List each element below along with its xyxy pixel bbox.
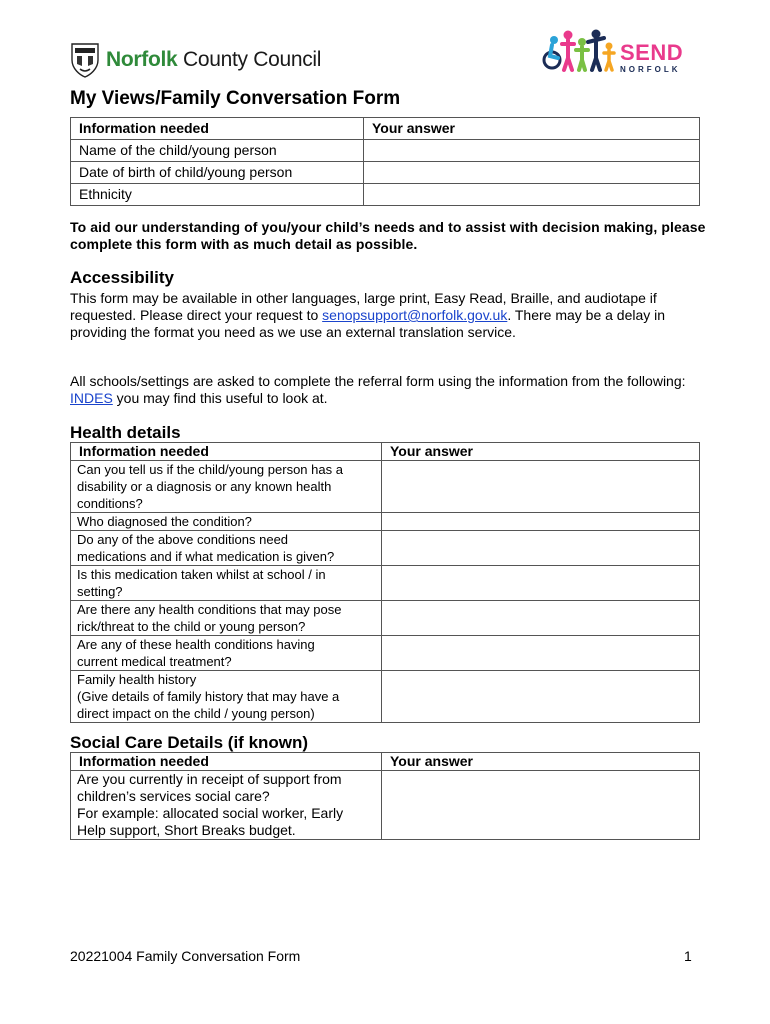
answer-cell[interactable] — [382, 461, 700, 513]
council-logo-word-county-council: County Council — [182, 48, 322, 71]
question-line: Do any of the above conditions need — [77, 532, 289, 547]
column-header-information: Information needed — [71, 118, 364, 140]
social-care-table — [70, 752, 700, 840]
indes-link[interactable]: INDES — [70, 390, 113, 406]
answer-cell[interactable] — [382, 671, 700, 723]
column-header-answer: Your answer — [364, 118, 700, 140]
council-crest-icon — [70, 42, 100, 78]
question-line: Family health history — [77, 672, 197, 687]
table-row — [71, 162, 700, 184]
column-header-answer: Your answer — [382, 443, 700, 461]
email-link[interactable]: senopsupport@norfolk.gov.uk — [322, 307, 508, 323]
child-details-table — [70, 117, 700, 206]
table-row — [71, 636, 700, 671]
health-question-medication-at-school — [71, 566, 382, 601]
social-question-support — [71, 771, 382, 840]
question-line: Is this medication taken whilst at school / in — [77, 567, 326, 582]
row-label-dob: Date of birth of child/young person — [71, 162, 364, 184]
table-row — [71, 601, 700, 636]
health-question-medications — [71, 531, 382, 566]
footer-document-name: 20221004 Family Conversation Form — [70, 948, 301, 964]
table-row — [71, 531, 700, 566]
question-line: current medical treatment? — [77, 654, 232, 669]
health-question-who-diagnosed — [71, 513, 382, 531]
question-line: Are you currently in receipt of support from — [77, 771, 342, 787]
answer-cell-ethnicity[interactable] — [364, 184, 700, 206]
answer-cell[interactable] — [382, 531, 700, 566]
table-row — [71, 461, 700, 513]
question-line: disability or a diagnosis or any known health — [77, 479, 332, 494]
row-label-ethnicity: Ethnicity — [71, 184, 364, 206]
question-line: direct impact on the child / young person) — [77, 706, 315, 721]
question-line: (Give details of family history that may have a — [77, 689, 340, 704]
table-row — [71, 771, 700, 840]
health-question-current-treatment — [71, 636, 382, 671]
table-row — [71, 184, 700, 206]
table-header-row — [71, 118, 700, 140]
table-row — [71, 566, 700, 601]
page-title: My Views/Family Conversation Form — [70, 88, 401, 109]
column-header-answer: Your answer — [382, 753, 700, 771]
health-question-family-history — [71, 671, 382, 723]
health-question-diagnosis — [71, 461, 382, 513]
health-details-heading: Health details — [70, 423, 181, 442]
accessibility-heading: Accessibility — [70, 268, 174, 287]
family-figures-icon — [538, 28, 616, 74]
answer-cell[interactable] — [382, 513, 700, 531]
answer-cell[interactable] — [382, 566, 700, 601]
social-care-heading: Social Care Details (if known) — [70, 733, 309, 752]
question-line: Are any of these health conditions having — [77, 637, 315, 652]
answer-cell-name[interactable] — [364, 140, 700, 162]
accessibility-text-2b: you may find this useful to look at. — [112, 390, 328, 406]
question-line: Who diagnosed the condition? — [77, 514, 252, 529]
norfolk-county-council-logo — [70, 42, 321, 78]
table-row — [71, 513, 700, 531]
accessibility-paragraph-2 — [70, 373, 710, 407]
table-row — [71, 671, 700, 723]
question-line: medications and if what medication is given? — [77, 549, 335, 564]
send-norfolk-logo — [538, 28, 683, 74]
table-header-row — [71, 753, 700, 771]
accessibility-text-2a: All schools/settings are asked to complete the referral form using the information from the following: — [70, 373, 686, 389]
accessibility-text-1a: This form may be available in other languages, large print, Easy Read, Braille, and audiotape if requested. Please direct your request to — [70, 290, 657, 323]
accessibility-text-1b: . There may be a delay in providing the format you need as we use an external translation service. — [70, 307, 666, 340]
column-header-information: Information needed — [71, 443, 382, 461]
footer-page-number: 1 — [684, 948, 692, 964]
accessibility-paragraph-1 — [70, 290, 710, 341]
council-logo-word-norfolk: Norfolk — [106, 48, 178, 71]
table-row — [71, 140, 700, 162]
question-line: Are there any health conditions that may pose — [77, 602, 342, 617]
row-label-name: Name of the child/young person — [71, 140, 364, 162]
question-line: Can you tell us if the child/young person has a — [77, 462, 343, 477]
question-line: Help support, Short Breaks budget. — [77, 822, 296, 838]
answer-cell-dob[interactable] — [364, 162, 700, 184]
answer-cell[interactable] — [382, 771, 700, 840]
question-line: For example: allocated social worker, Early — [77, 805, 344, 821]
health-question-risk — [71, 601, 382, 636]
question-line: rick/threat to the child or young person? — [77, 619, 306, 634]
intro-paragraph: To aid our understanding of you/your child’s needs and to assist with decision making, please complete this form with as much detail as possible. — [70, 219, 706, 252]
answer-cell[interactable] — [382, 636, 700, 671]
send-logo-subtitle: NORFOLK — [620, 65, 681, 74]
question-line: children’s services social care? — [77, 788, 270, 804]
column-header-information: Information needed — [71, 753, 382, 771]
send-logo-title: SEND — [620, 40, 684, 65]
question-line: conditions? — [77, 496, 143, 511]
answer-cell[interactable] — [382, 601, 700, 636]
health-details-table — [70, 442, 700, 723]
question-line: setting? — [77, 584, 123, 599]
table-header-row — [71, 443, 700, 461]
